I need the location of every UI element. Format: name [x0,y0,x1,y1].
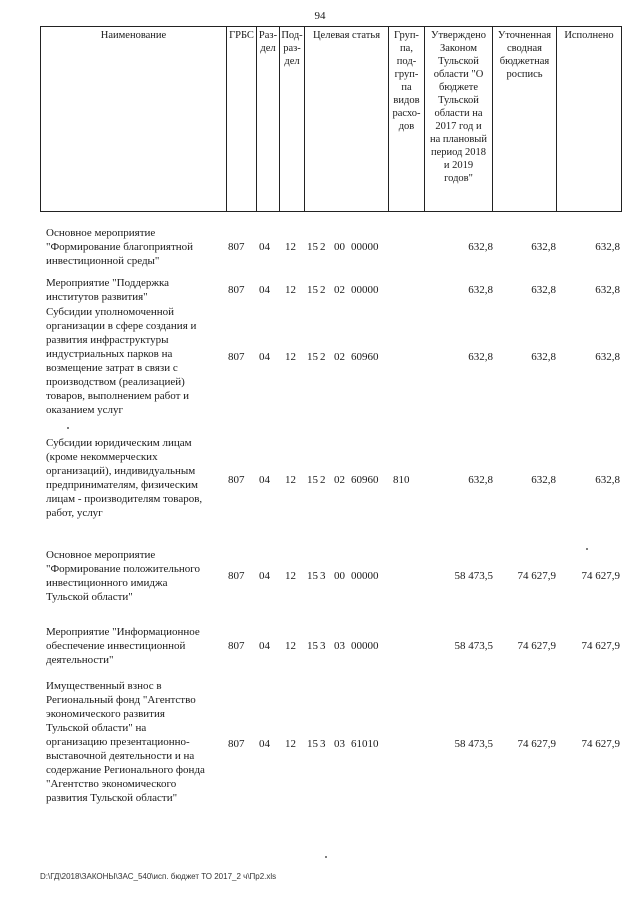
page-number: 94 [314,10,326,22]
row-approved: 632,8 [468,351,493,363]
row-target-1: 15 [307,241,318,253]
row-target-4: 60960 [351,474,379,486]
table-header [40,26,622,212]
scan-speck [325,856,327,858]
row-target-1: 15 [307,570,318,582]
row-target-2: 3 [320,640,326,652]
row-grbs: 807 [228,474,245,486]
row-target-4: 00000 [351,640,379,652]
row-target-3: 02 [334,284,345,296]
row-refined: 74 627,9 [517,640,556,652]
row-podrazdel: 12 [285,570,296,582]
row-grbs: 807 [228,640,245,652]
file-path-footer: D:\ГД\2018\ЗАКОНЫ\ЗАС_540\исп. бюджет ТО 2017_2 ч\Пр2.xls [40,872,277,881]
row-executed: 74 627,9 [581,640,620,652]
row-approved: 58 473,5 [454,640,493,652]
row-target-2: 2 [320,241,326,253]
row-target-3: 00 [334,570,345,582]
row-executed: 632,8 [595,284,620,296]
row-target-2: 2 [320,284,326,296]
row-podrazdel: 12 [285,640,296,652]
row-approved: 632,8 [468,474,493,486]
row-target-2: 2 [320,351,326,363]
row-executed: 632,8 [595,474,620,486]
row-razdel: 04 [259,284,270,296]
row-target-3: 03 [334,738,345,750]
header-approved: Утверждено Законом Тульской области "О бюджете Тульской области на 2017 год и на плановый период 2018 и 2019 годов" [424,27,492,211]
row-grbs: 807 [228,241,245,253]
row-executed: 632,8 [595,241,620,253]
header-podrazdel: Под- раз- дел [279,27,304,211]
row-executed: 74 627,9 [581,570,620,582]
row-name: Имущественный взнос в Региональный фонд "Агентство экономического развития Тульской области" на организацию презентационно- выставочной деятельности и на содержание Регионального фонда "Агентство экономического развития Тульской области" [46,680,205,804]
row-grbs: 807 [228,351,245,363]
row-podrazdel: 12 [285,241,296,253]
row-target-4: 61010 [351,738,379,750]
scan-speck [67,427,69,429]
scan-speck [586,548,588,550]
row-target-1: 15 [307,474,318,486]
row-grbs: 807 [228,284,245,296]
row-target-2: 3 [320,570,326,582]
row-razdel: 04 [259,351,270,363]
row-target-1: 15 [307,738,318,750]
header-razdel: Раз- дел [256,27,279,211]
header-group: Груп- па, под- груп- па видов расхо- дов [388,27,424,211]
row-name: Мероприятие "Поддержка институтов развития" [46,277,170,303]
row-name: Основное мероприятие "Формирование благоприятной инвестиционной среды" [46,227,194,267]
row-target-2: 3 [320,738,326,750]
row-approved: 58 473,5 [454,738,493,750]
row-podrazdel: 12 [285,351,296,363]
row-target-3: 02 [334,474,345,486]
row-target-3: 03 [334,640,345,652]
row-target-3: 02 [334,351,345,363]
row-razdel: 04 [259,570,270,582]
row-target-1: 15 [307,640,318,652]
row-razdel: 04 [259,640,270,652]
row-refined: 632,8 [531,474,556,486]
row-approved: 632,8 [468,284,493,296]
row-podrazdel: 12 [285,284,296,296]
row-target-4: 60960 [351,351,379,363]
row-razdel: 04 [259,241,270,253]
row-refined: 632,8 [531,284,556,296]
row-target-4: 00000 [351,570,379,582]
header-target: Целевая статья [304,27,388,211]
row-podrazdel: 12 [285,474,296,486]
row-approved: 632,8 [468,241,493,253]
row-target-2: 2 [320,474,326,486]
row-refined: 632,8 [531,241,556,253]
row-refined: 74 627,9 [517,738,556,750]
header-name: Наименование [100,30,167,41]
row-refined: 632,8 [531,351,556,363]
row-target-4: 00000 [351,241,379,253]
row-approved: 58 473,5 [454,570,493,582]
header-grbs: ГРБС [226,27,256,211]
row-target-1: 15 [307,351,318,363]
row-target-4: 00000 [351,284,379,296]
row-refined: 74 627,9 [517,570,556,582]
row-executed: 632,8 [595,351,620,363]
row-group: 810 [393,474,410,486]
row-name: Субсидии юридическим лицам (кроме некоммерческих организаций), индивидуальным предпринимателям, физическим лицам - производителям товаров, работ, услуг [46,437,203,519]
header-executed: Исполнено [556,27,621,211]
row-podrazdel: 12 [285,738,296,750]
row-razdel: 04 [259,474,270,486]
row-razdel: 04 [259,738,270,750]
row-name: Основное мероприятие "Формирование положительного инвестиционного имиджа Тульской области" [46,549,200,603]
row-grbs: 807 [228,570,245,582]
row-target-3: 00 [334,241,345,253]
row-target-1: 15 [307,284,318,296]
row-name: Субсидии уполномоченной организации в сфере создания и развития инфраструктуры индустриальных парков на возмещение затрат в связи с производством (реализацией) товаров, выполнением работ и оказанием услуг [46,306,197,416]
row-name: Мероприятие "Информационное обеспечение инвестиционной деятельности" [46,626,200,666]
row-grbs: 807 [228,738,245,750]
header-refined: Уточненная сводная бюджетная роспись [492,27,556,211]
row-executed: 74 627,9 [581,738,620,750]
